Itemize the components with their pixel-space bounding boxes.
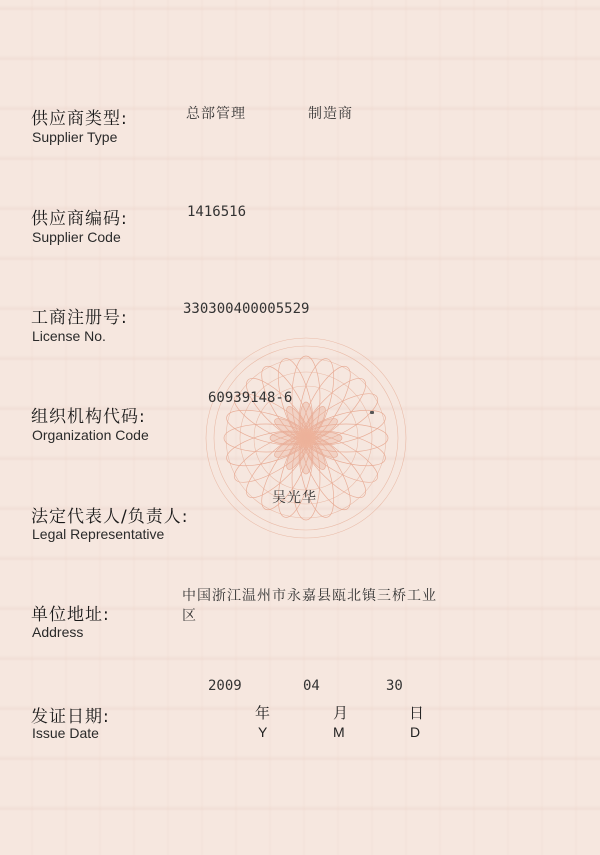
legal-representative-label-cn: 法定代表人/负责人: <box>31 507 189 527</box>
supplier-type-value-2: 制造商 <box>308 106 353 122</box>
year-unit-cn: 年 <box>255 704 271 722</box>
license-no-value: 330300400005529 <box>183 301 310 317</box>
supplier-type-value-1: 总部管理 <box>186 106 246 122</box>
organization-code-value: 60939148-6 <box>208 390 293 406</box>
organization-code-label-cn: 组织机构代码: <box>31 407 146 427</box>
address-value-line1: 中国浙江温州市永嘉县瓯北镇三桥工业 <box>182 588 437 604</box>
day-unit-en: D <box>410 724 421 740</box>
supplier-code-label-cn: 供应商编码: <box>31 209 128 229</box>
issue-date-label-cn: 发证日期: <box>31 707 110 727</box>
supplier-code-value: 1416516 <box>187 204 247 220</box>
month-unit-cn: 月 <box>333 704 349 722</box>
address-label-cn: 单位地址: <box>31 605 110 625</box>
ink-dot <box>370 411 374 414</box>
supplier-type-label-cn: 供应商类型: <box>31 109 128 129</box>
issue-date-day: 30 <box>386 678 403 694</box>
issue-date-month: 04 <box>303 678 320 694</box>
month-unit-en: M <box>333 724 345 740</box>
supplier-type-label-en: Supplier Type <box>32 129 118 145</box>
license-no-label-en: License No. <box>32 328 106 344</box>
issue-date-year: 2009 <box>208 678 242 694</box>
address-label-en: Address <box>32 624 84 640</box>
supplier-code-label-en: Supplier Code <box>32 229 121 245</box>
legal-representative-value: 吴光华 <box>272 490 317 506</box>
address-value-line2: 区 <box>182 608 197 624</box>
year-unit-en: Y <box>258 724 268 740</box>
license-no-label-cn: 工商注册号: <box>31 308 128 328</box>
legal-representative-label-en: Legal Representative <box>32 526 165 542</box>
security-rosette-watermark <box>196 330 416 545</box>
issue-date-label-en: Issue Date <box>32 725 99 741</box>
organization-code-label-en: Organization Code <box>32 427 149 443</box>
day-unit-cn: 日 <box>409 704 425 722</box>
